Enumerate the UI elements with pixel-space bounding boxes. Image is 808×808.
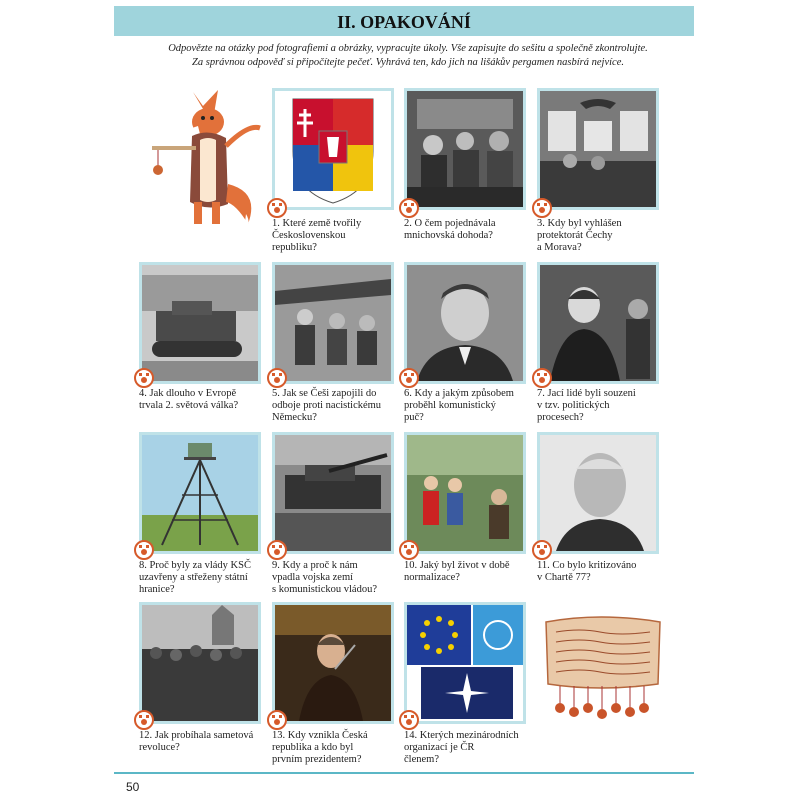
- photo-protectorate: [537, 88, 659, 210]
- footer-divider: [114, 772, 694, 774]
- photo-velvet-revolution: [139, 602, 261, 724]
- question-14: 14. Kterých mezinárodních organizací je ČR členem?: [404, 730, 519, 765]
- seal-paw-icon: [134, 540, 154, 560]
- seal-paw-icon: [399, 540, 419, 560]
- seal-paw-icon: [532, 368, 552, 388]
- chapter-title: II. OPAKOVÁNÍ: [337, 12, 471, 32]
- photo-watchtower: [139, 432, 261, 554]
- seal-paw-icon: [134, 710, 154, 730]
- photo-gottwald: [404, 262, 526, 384]
- page-number: 50: [126, 780, 140, 794]
- question-12: 12. Jak probíhala sametová revoluce?: [139, 730, 254, 753]
- seal-paw-icon: [267, 540, 287, 560]
- photo-patocka: [537, 432, 659, 554]
- photo-havel: [272, 602, 394, 724]
- seal-paw-icon: [532, 540, 552, 560]
- question-5: 5. Jak se Češi zapojili do odboje proti nacistickému Německu?: [272, 388, 382, 423]
- seal-paw-icon: [399, 710, 419, 730]
- instructions: [148, 42, 668, 70]
- question-8: 8. Proč byly za vlády KSČ uzavřeny a střeženy státní hranice?: [139, 560, 251, 595]
- seal-paw-icon: [532, 198, 552, 218]
- photo-normalization: [404, 432, 526, 554]
- instructions-line-2: Za správnou odpověď si připočítejte pečeť. Vyhrává ten, kdo jich na lišákův pergamen nasbírá nejvíce.: [192, 57, 624, 68]
- seal-paw-icon: [399, 368, 419, 388]
- seal-paw-icon: [134, 368, 154, 388]
- instructions-line-1: Odpovězte na otázky pod fotografiemi a obrázky, vypracujte úkoly. Vše zapisujte do sešitu a společně zkontrolujte.: [168, 43, 648, 54]
- question-11: 11. Co bylo kritizováno v Chartě 77?: [537, 560, 637, 583]
- photo-political-trial: [537, 262, 659, 384]
- photo-tank: [139, 262, 261, 384]
- seal-paw-icon: [267, 198, 287, 218]
- question-6: 6. Kdy a jakým způsobem proběhl komunistický puč?: [404, 388, 514, 423]
- question-9: 9. Kdy a proč k nám vpadla vojska zemí s komunistickou vládou?: [272, 560, 377, 595]
- photo-international-flags: [404, 602, 526, 724]
- seal-paw-icon: [399, 198, 419, 218]
- question-13: 13. Kdy vznikla Česká republika a kdo byl prvním prezidentem?: [272, 730, 368, 765]
- question-1: 1. Které země tvořily Československou republiku?: [272, 218, 362, 253]
- chapter-header: [114, 6, 694, 36]
- photo-invasion-1968: [272, 432, 394, 554]
- photo-resistance-pilots: [272, 262, 394, 384]
- photo-coat-of-arms: [272, 88, 394, 210]
- question-2: 2. O čem pojednávala mnichovská dohoda?: [404, 218, 496, 241]
- question-10: 10. Jaký byl život v době normalizace?: [404, 560, 510, 583]
- fox-parchment: [540, 612, 666, 722]
- question-4: 4. Jak dlouho v Evropě trvala 2. světová válka?: [139, 388, 239, 411]
- photo-munich-agreement: [404, 88, 526, 210]
- seal-paw-icon: [267, 368, 287, 388]
- question-3: 3. Kdy byl vyhlášen protektorát Čechy a Morava?: [537, 218, 622, 253]
- seal-paw-icon: [267, 710, 287, 730]
- question-7: 7. Jací lidé byli souzeni v tzv. politických procesech?: [537, 388, 636, 423]
- fox-illustration: [148, 84, 266, 234]
